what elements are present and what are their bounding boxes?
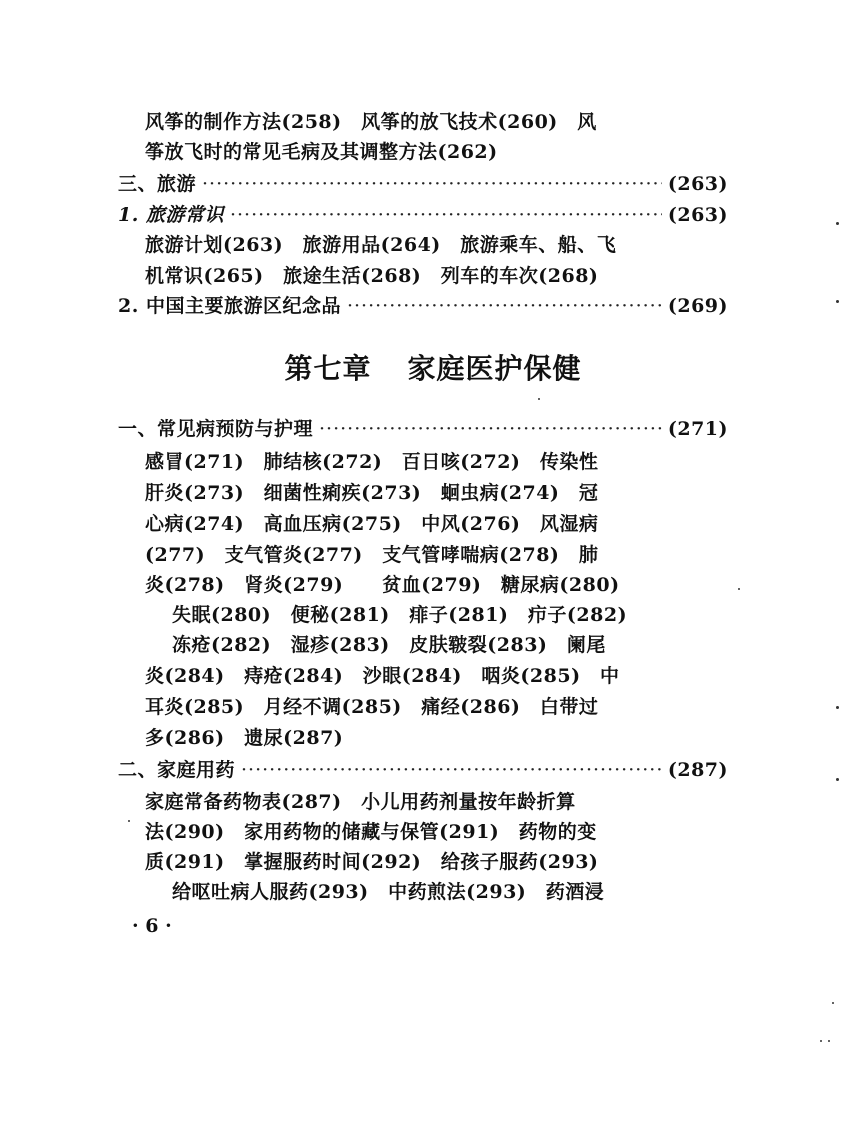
page-number: · 6 ·: [132, 915, 172, 937]
scan-speck: [836, 706, 839, 709]
toc-line: 筝放飞时的常见毛病及其调整方法(262): [145, 141, 498, 163]
toc-line: 心病(274) 高血压病(275) 中风(276) 风湿病: [145, 513, 599, 535]
toc-entry-page: (263): [667, 204, 728, 226]
toc-line: 炎(278) 肾炎(279) 贫血(279) 糖尿病(280): [145, 574, 620, 596]
toc-entry-label: 1. 旅游常识: [118, 204, 224, 226]
toc-entry-label: 2. 中国主要旅游区纪念品: [118, 295, 341, 317]
chapter-title: 家庭医护保健: [407, 352, 582, 385]
chapter-number: 第七章: [284, 352, 372, 385]
toc-entry-common-diseases: [118, 417, 728, 441]
scan-speck: [836, 778, 839, 781]
toc-entry-page: (287): [667, 759, 728, 781]
toc-line: 多(286) 遗尿(287): [145, 727, 344, 749]
leader-dots: [202, 172, 662, 196]
scan-speck: [738, 588, 740, 590]
toc-line: 风筝的制作方法(258) 风筝的放飞技术(260) 风: [145, 111, 597, 133]
toc-line: 感冒(271) 肺结核(272) 百日咳(272) 传染性: [145, 451, 599, 473]
toc-line: 失眠(280) 便秘(281) 痱子(281) 疖子(282): [172, 604, 628, 626]
leader-dots: [241, 758, 662, 782]
scan-speck: [828, 1040, 830, 1042]
toc-line: 炎(284) 痔疮(284) 沙眼(284) 咽炎(285) 中: [145, 665, 620, 687]
toc-entry-page: (271): [667, 418, 728, 440]
toc-entry-travel-knowledge: [118, 203, 728, 227]
toc-line: 法(290) 家用药物的储藏与保管(291) 药物的变: [145, 821, 597, 843]
scan-speck: [128, 820, 130, 822]
toc-entry-label: 三、旅游: [118, 173, 197, 195]
toc-line: 冻疮(282) 湿疹(283) 皮肤皲裂(283) 阑尾: [172, 634, 606, 656]
toc-line: (277) 支气管炎(277) 支气管哮喘病(278) 肺: [145, 544, 599, 566]
toc-line: 质(291) 掌握服药时间(292) 给孩子服药(293): [145, 851, 599, 873]
scan-speck: [538, 398, 540, 400]
toc-line: 给呕吐病人服药(293) 中药煎法(293) 药酒浸: [172, 881, 605, 903]
toc-line: 家庭常备药物表(287) 小儿用药剂量按年龄折算: [145, 791, 576, 813]
scan-speck: [836, 222, 839, 225]
toc-entry-souvenirs: [118, 294, 728, 318]
leader-dots: [230, 203, 662, 227]
toc-entry-page: (269): [667, 295, 728, 317]
scan-speck: [832, 1002, 834, 1004]
toc-entry-label: 二、家庭用药: [118, 759, 236, 781]
scan-speck: [836, 300, 839, 303]
toc-entry-travel: [118, 172, 728, 196]
toc-entry-label: 一、常见病预防与护理: [118, 418, 314, 440]
toc-line: 机常识(265) 旅途生活(268) 列车的车次(268): [145, 265, 599, 287]
toc-line: 肝炎(273) 细菌性痢疾(273) 蛔虫病(274) 冠: [145, 482, 599, 504]
leader-dots: [319, 417, 662, 441]
chapter-heading: [0, 352, 866, 386]
leader-dots: [347, 294, 662, 318]
toc-line: 旅游计划(263) 旅游用品(264) 旅游乘车、船、飞: [145, 234, 617, 256]
toc-entry-page: (263): [667, 173, 728, 195]
toc-line: 耳炎(285) 月经不调(285) 痛经(286) 白带过: [145, 696, 599, 718]
scan-speck: [820, 1040, 822, 1042]
toc-entry-household-medicine: [118, 758, 728, 782]
